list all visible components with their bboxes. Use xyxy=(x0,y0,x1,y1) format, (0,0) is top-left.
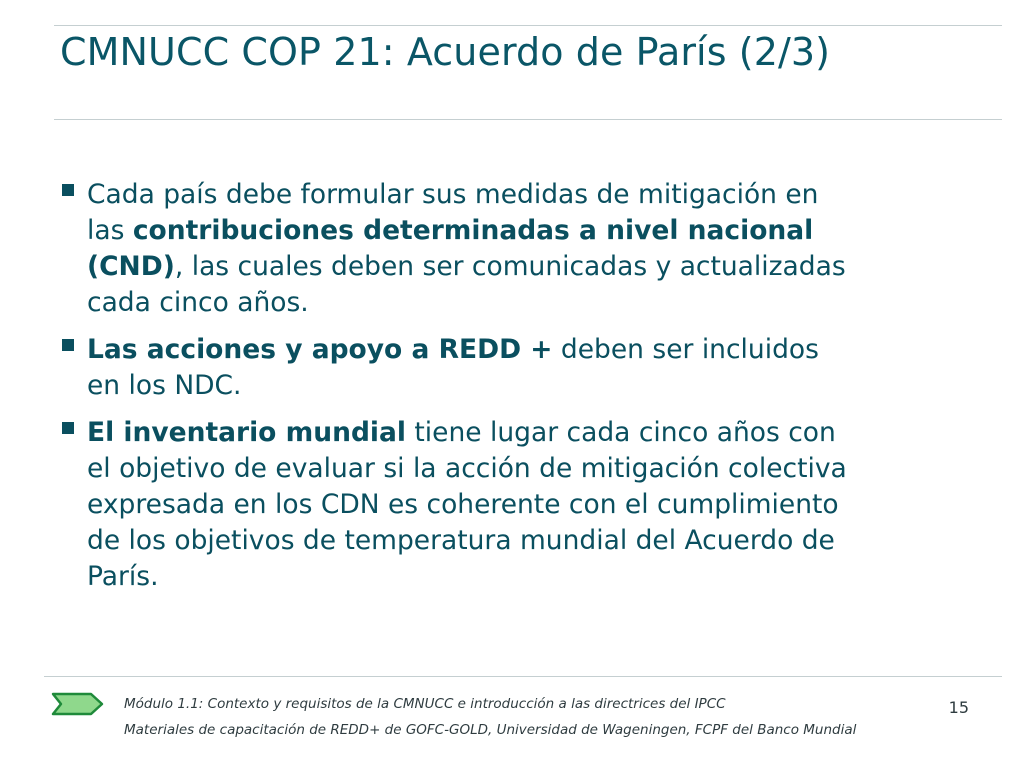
top-divider xyxy=(54,25,1002,26)
bullet-list xyxy=(62,177,1002,606)
square-bullet-icon xyxy=(62,422,74,434)
green-arrow-icon xyxy=(51,690,105,718)
bold-text: (CND) xyxy=(87,251,175,282)
page-number: 15 xyxy=(948,698,969,717)
bold-text: contribuciones determinadas a nivel nacional xyxy=(132,215,814,246)
bullet-text: de los objetivos de temperatura mundial del Acuerdo de xyxy=(87,525,835,556)
bullet-line xyxy=(87,213,1002,249)
bullet-item xyxy=(62,177,1002,321)
bullet-text: en los NDC. xyxy=(87,370,242,401)
bullet-text: tiene lugar cada cinco años con xyxy=(405,417,836,448)
slide-title: CMNUCC COP 21: Acuerdo de París (2/3) xyxy=(60,30,831,74)
bullet-line xyxy=(87,523,1002,559)
bullet-text: expresada en los CDN es coherente con el cumplimiento xyxy=(87,489,839,520)
bullet-line xyxy=(87,487,1002,523)
bullet-line xyxy=(87,415,1002,451)
bullet-text: deben ser incluidos xyxy=(552,334,819,365)
square-bullet-icon xyxy=(62,339,74,351)
bullet-text: las xyxy=(87,215,133,246)
bold-text: Las acciones y apoyo a REDD + xyxy=(87,334,553,365)
bullet-text: , las cuales deben ser comunicadas y actualizadas xyxy=(174,251,846,282)
bullet-text: Cada país debe formular sus medidas de mitigación en xyxy=(87,179,819,210)
bullet-text: el objetivo de evaluar si la acción de mitigación colectiva xyxy=(87,453,847,484)
bullet-item xyxy=(62,332,1002,404)
bullet-line xyxy=(87,249,1002,285)
bullet-item xyxy=(62,415,1002,595)
bullet-text: cada cinco años. xyxy=(87,287,309,318)
bullet-line xyxy=(87,285,1002,321)
title-divider xyxy=(54,119,1002,120)
bullet-text: París. xyxy=(87,561,159,592)
bullet-line xyxy=(87,559,1002,595)
footer-module-text: Módulo 1.1: Contexto y requisitos de la CMNUCC e introducción a las directrices del IPCC xyxy=(124,696,726,712)
bullet-line xyxy=(87,177,1002,213)
square-bullet-icon xyxy=(62,184,74,196)
bullet-line xyxy=(87,332,1002,368)
footer-credits-text: Materiales de capacitación de REDD+ de GOFC-GOLD, Universidad de Wageningen, FCPF del Banco Mundial xyxy=(124,722,857,738)
bold-text: El inventario mundial xyxy=(87,417,406,448)
footer-divider xyxy=(44,676,1002,677)
bullet-line xyxy=(87,451,1002,487)
bullet-line xyxy=(87,368,1002,404)
